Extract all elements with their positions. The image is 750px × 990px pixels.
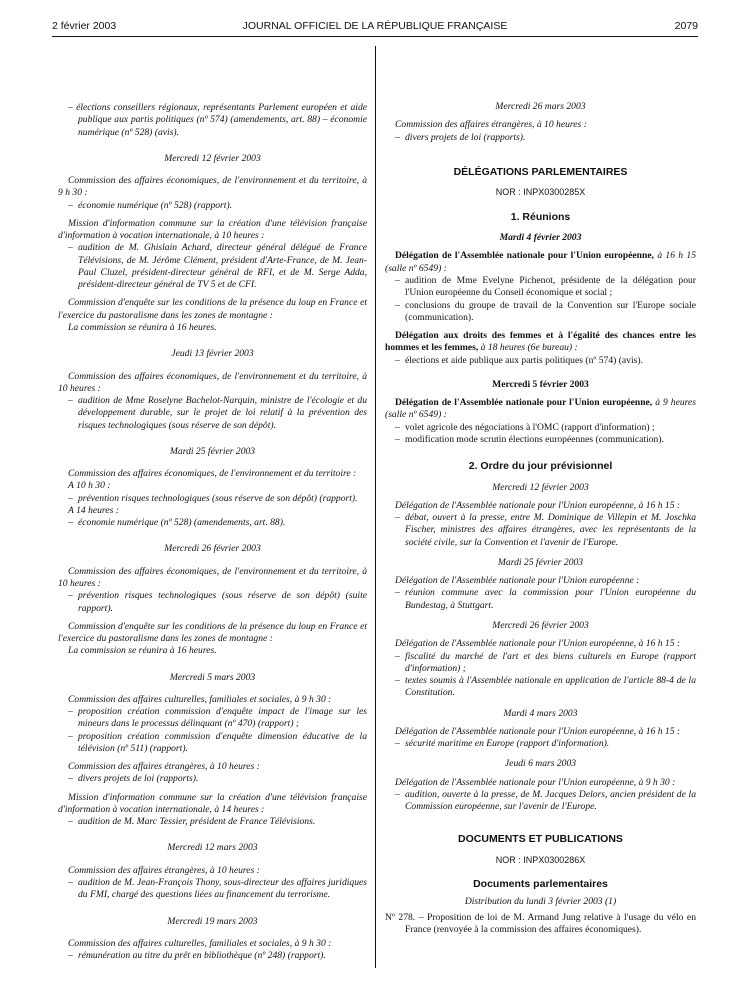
meeting-body: Commission des affaires étrangères, à 10 heures : [68,864,260,876]
meeting-body: Commission des affaires culturelles, familiales et sociales, à 9 h 30 : [68,937,332,949]
date-heading: Jeudi 13 février 2003 [171,348,254,360]
header-title: JOURNAL OFFICIEL DE LA RÉPUBLIQUE FRANÇAISE [242,20,508,32]
meeting-body: Commission des affaires économiques, de l'environnement et du territoire, à 9 h 30 : [58,175,367,199]
agenda-item: – divers projets de loi (rapports). [68,773,199,785]
meeting-body: Commission d'enquête sur les conditions de la présence du loup en France et l'exercice du pastoralisme dans les zones de montagne : [58,620,367,645]
nor-reference: NOR : INPX0300286X [495,854,586,865]
agenda-item: – proposition création commission d'enquête dimension éducative de la télévision (nº 511) (rapport). [68,730,367,754]
agenda-item: – rémunération au titre du prêt en bibliothèque (nº 248) (rapport). [68,950,326,962]
subsection-title: 1. Réunions [510,210,571,223]
agenda-item: – audition de M. Jean-François Thony, sous-directeur des affaires juridiques du FMI, chargé des questions liées au financement du terrorisme. [68,877,367,901]
delegation-body: Délégation de l'Assemblée nationale pour l'Union européenne, à 16 h 15 : [395,725,681,737]
date-heading: Mardi 4 mars 2003 [503,707,578,719]
left-column [58,102,367,962]
date-heading: Mercredi 26 mars 2003 [495,101,586,112]
meeting-body: Commission des affaires économiques, de l'environnement et du territoire, à 10 heures : [58,370,367,394]
delegation-body: Délégation de l'Assemblée nationale pour l'Union européenne, à 9 heures (salle nº 6549) : [385,397,696,421]
meeting-note: La commission se réunira à 16 heures. [68,321,217,333]
date-heading: Mardi 25 février 2003 [169,445,256,457]
subsection-title: Documents parlementaires [473,878,608,891]
agenda-item: – économie numérique (nº 528) (rapport). [68,199,233,211]
agenda-item: – audition de Mme Evelyne Pichenot, présidente de la délégation pour l'Union européenne du Conseil économique et social ; [395,274,696,299]
meeting-body: Mission d'information commune sur la création d'une télévision française d'information à vocation internationale, à 10 heures : [58,217,367,242]
meeting-body: Commission d'enquête sur les conditions de la présence du loup en France et l'exercice du pastoralisme dans les zones de montagne : [58,297,367,321]
meeting-body: Commission des affaires étrangères, à 10 heures : [68,761,260,773]
date-heading: Mercredi 26 février 2003 [492,620,589,631]
date-heading: Mardi 25 février 2003 [497,556,584,568]
delegation-body: Délégation aux droits des femmes et à l'égalité des chances entre les hommes et les femmes, à 18 heures (6e bureau) : [385,330,696,354]
delegation-body: Délégation de l'Assemblée nationale pour l'Union européenne, à 16 h 15 : [395,499,681,511]
header-date: 2 février 2003 [52,20,117,32]
date-heading: Mercredi 5 mars 2003 [169,671,256,683]
agenda-item: – volet agricole des négociations à l'OMC (rapport d'information) ; [395,421,655,433]
date-heading: Mercredi 12 février 2003 [164,152,261,164]
agenda-item: – proposition création commission d'enquête impact de l'image sur les mineurs dans le processus délinquant (nº 470) (rapport) ; [68,706,367,730]
delegation-body: Délégation de l'Assemblée nationale pour l'Union européenne, à 9 h 30 : [395,776,676,788]
agenda-item: – audition de M. Marc Tessier, président de France Télévisions. [68,816,316,828]
date-heading: Mercredi 12 février 2003 [492,481,589,493]
meeting-body: Mission d'information commune sur la création d'une télévision française d'information à vocation internationale, à 14 heures : [58,791,367,815]
meeting-body: Commission des affaires économiques, de l'environnement et du territoire : [68,468,357,480]
nor-reference: NOR : INPX0300285X [495,187,586,198]
delegation-body: Délégation de l'Assemblée nationale pour l'Union européenne : [395,575,640,587]
date-heading: Jeudi 6 mars 2003 [504,758,577,770]
meeting-note: La commission se réunira à 16 heures. [68,645,217,657]
agenda-item: – modification mode scrutin élections européennes (communication). [395,433,664,445]
date-heading: Mercredi 5 février 2003 [492,378,589,390]
section-title: DÉLÉGATIONS PARLEMENTAIRES [453,165,628,178]
date-heading: Mercredi 12 mars 2003 [167,842,258,854]
agenda-item: – débat, ouvert à la presse, entre M. Dominique de Villepin et M. Joschka Fischer, ministres des affaires étrangères, avec les représentants de la société civile, sur la Convention et l'avenir de l'Europe. [395,512,696,548]
agenda-item: – audition de Mme Roselyne Bachelot-Narquin, ministre de l'écologie et du développement durable, sur le projet de loi relatif à la prévention des risques technologiques (sous réserve de son dépôt). [68,395,367,431]
agenda-item: – divers projets de loi (rapports). [395,131,526,143]
agenda-item: – audition, ouverte à la presse, de M. Jacques Delors, ancien président de la Commission européenne, sur l'avenir de l'Europe. [395,788,696,813]
page-number: 2079 [674,20,698,32]
time-label: A 14 heures : [68,504,119,516]
agenda-item: – prévention risques technologiques (sous réserve de son dépôt) (rapport). [68,492,358,504]
right-column [385,101,696,943]
date-heading: Mercredi 19 mars 2003 [167,915,258,927]
intro-item: – élections conseillers régionaux, représentants Parlement européen et aide publique aux partis politiques (nº 574) (amendements, art. 88) – économie numérique (nº 528) (avis). [68,102,367,138]
meeting-body: Commission des affaires étrangères, à 10 heures : [395,119,587,131]
agenda-item: – prévention risques technologiques (sous réserve de son dépôt) (suite rapport). [68,590,367,614]
meeting-body: Commission des affaires économiques, de l'environnement et du territoire, à 10 heures : [58,565,367,589]
page-header [52,20,698,36]
agenda-item: – conclusions du groupe de travail de la Convention sur l'Europe sociale (communication). [395,299,696,323]
agenda-item: – fiscalité du marché de l'art et des biens culturels en Europe (rapport d'information) ; [395,650,696,674]
delegation-body: Délégation de l'Assemblée nationale pour l'Union européenne, à 16 h 15 : [395,638,681,650]
date-heading: Mardi 4 février 2003 [499,232,582,244]
distribution-date: Distribution du lundi 3 février 2003 (1) [464,895,617,907]
meeting-body: Commission des affaires culturelles, familiales et sociales, à 9 h 30 : [68,693,332,705]
header-rule [52,36,698,37]
agenda-item: – économie numérique (nº 528) (amendements, art. 88). [68,517,286,529]
agenda-item: – élections et aide publique aux partis politiques (nº 574) (avis). [395,354,643,366]
agenda-item: – audition de M. Ghislain Achard, directeur général délégué de France Télévisions, de M. Jérôme Clément, président d'Arte-France, de M. Jean-Paul Cluzel, président-directeur général de RFI, et de M. Serge Adda, président-directeur général de TV 5 et de CFI. [68,242,367,291]
time-label: A 10 h 30 : [68,480,111,492]
date-heading: Mercredi 26 février 2003 [164,543,261,555]
subsection-title: 2. Ordre du jour prévisionnel [468,460,613,473]
agenda-item: – sécurité maritime en Europe (rapport d'information). [395,738,610,750]
agenda-item: – réunion commune avec la commission pour l'Union européenne du Bundestag, à Stuttgart. [395,587,696,611]
agenda-item: – textes soumis à l'Assemblée nationale en application de l'article 88-4 de la Constitution. [395,675,696,699]
section-title: DOCUMENTS ET PUBLICATIONS [458,833,623,846]
column-divider [375,46,376,968]
document-entry: Nº 278. – Proposition de loi de M. Armand Jung relative à l'usage du vélo en France (renvoyée à la commission des affaires économiques). [385,912,696,936]
delegation-body: Délégation de l'Assemblée nationale pour l'Union européenne, à 16 h 15 (salle nº 6549) : [385,250,696,274]
